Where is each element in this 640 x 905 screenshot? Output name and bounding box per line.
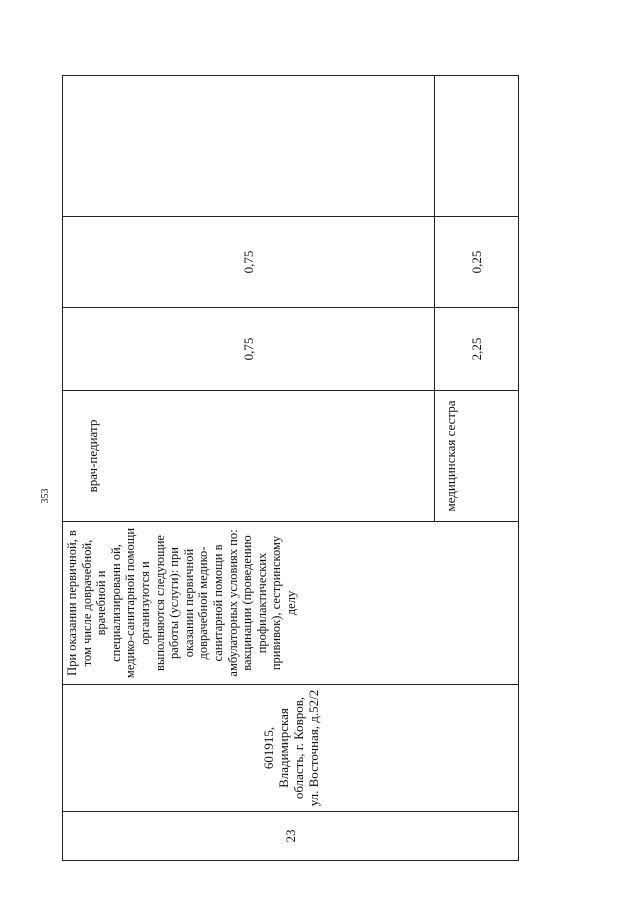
rotated-table-sheet xyxy=(62,125,518,861)
address-cell xyxy=(63,685,519,812)
position-text: врач-педиатр xyxy=(85,419,100,493)
services-cell xyxy=(63,522,519,685)
position-cell xyxy=(63,391,435,522)
value2-text: 0,25 xyxy=(469,250,484,274)
table-row xyxy=(63,76,435,861)
value2-cell xyxy=(63,217,435,308)
value1-text: 2,25 xyxy=(469,337,484,361)
position-text: медицинская сестра xyxy=(443,400,458,512)
staffing-table xyxy=(62,75,519,861)
value1-cell xyxy=(63,308,435,391)
value2-cell xyxy=(435,217,519,308)
services-text: При оказании первичной, в том числе доврачебной, врачебной и специализированн ой, медико-санитарной помощи организуются и выполняются следующие работы (услуги): при оказании первичной доврачебной медико-санитарной помощи в амбулаторных условиях по: вакцинации (проведению профилактических прививок), сестринскому делу xyxy=(65,527,298,679)
value3-cell xyxy=(63,76,435,217)
row-number: 23 xyxy=(283,829,298,843)
value2-text: 0,75 xyxy=(241,250,256,274)
row-number-cell xyxy=(63,812,519,861)
value1-cell xyxy=(435,308,519,391)
position-cell xyxy=(435,391,519,522)
table-rotator xyxy=(62,125,518,861)
address-text: 601915, Владимирская область, г. Ковров, ул. Восточная, д.52/2 xyxy=(260,689,321,807)
value1-text: 0,75 xyxy=(241,337,256,361)
page-number: 353 xyxy=(40,488,51,504)
value3-cell xyxy=(435,76,519,217)
